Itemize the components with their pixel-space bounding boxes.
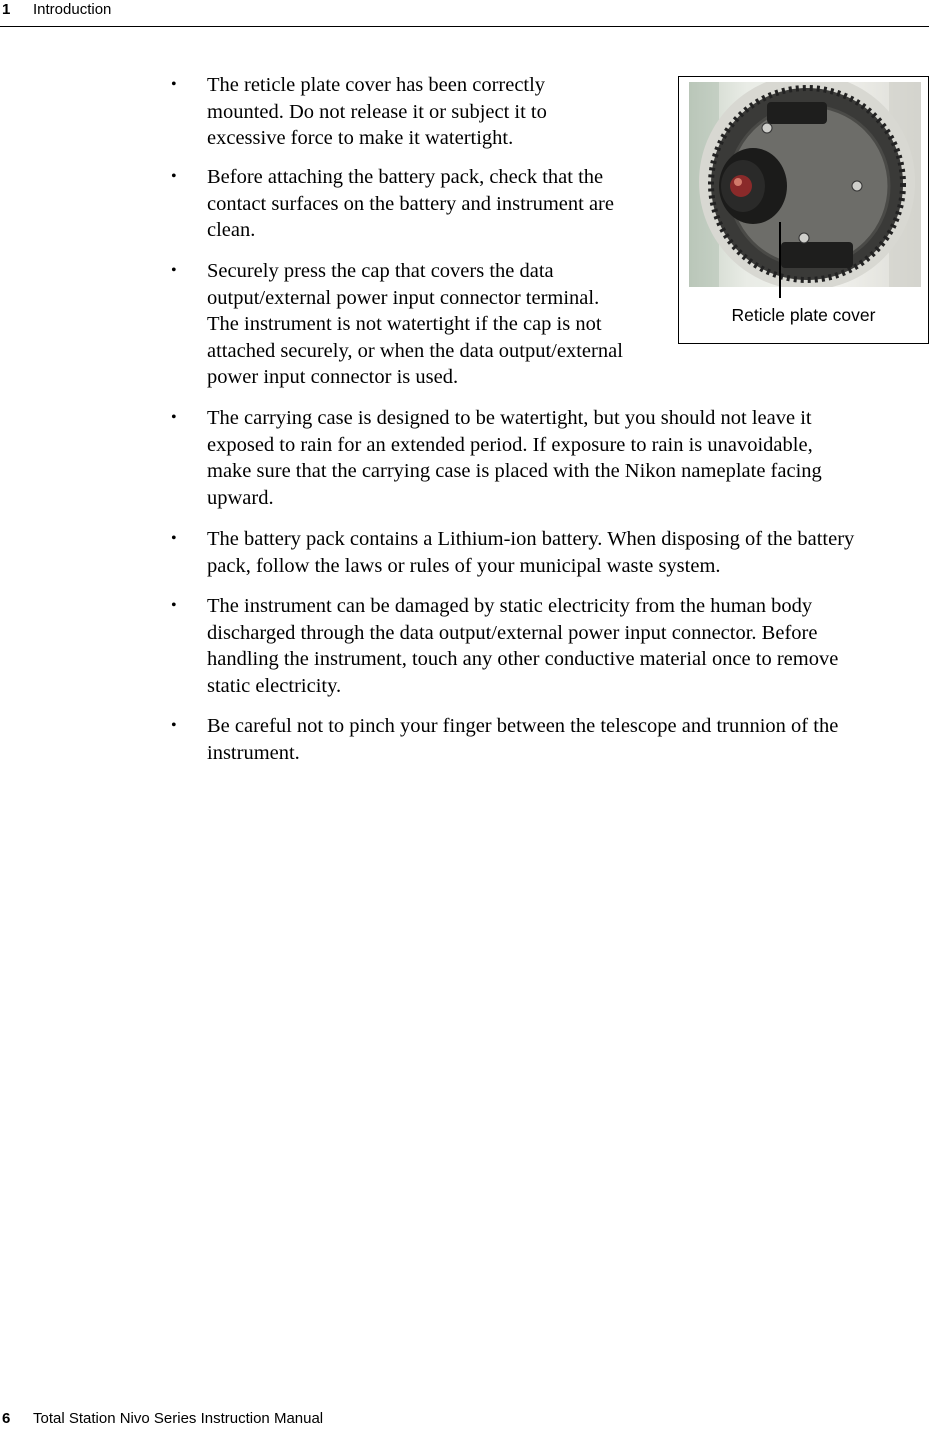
chapter-title: Introduction bbox=[33, 1, 112, 18]
bullet-line: The carrying case is designed to be watertight, but you should not leave it bbox=[207, 407, 812, 429]
reticle-figure bbox=[678, 76, 929, 344]
bullet-line: upward. bbox=[207, 486, 274, 509]
bullet-icon: • bbox=[171, 717, 177, 734]
bullet-line: The battery pack contains a Lithium-ion battery. When disposing of the battery bbox=[207, 528, 855, 550]
bullet-item bbox=[171, 405, 822, 511]
bullet-line: Before attaching the battery pack, check that the bbox=[207, 166, 604, 188]
bullet-line: exposed to rain for an extended period. If exposure to rain is unavoidable, bbox=[207, 433, 813, 456]
page-header bbox=[0, 0, 929, 27]
bullet-item bbox=[171, 258, 623, 391]
bullet-line: instrument. bbox=[207, 741, 300, 764]
bullet-line: power input connector is used. bbox=[207, 366, 459, 388]
bullet-line: The instrument is not watertight if the cap is not bbox=[207, 313, 602, 335]
manual-title: Total Station Nivo Series Instruction Manual bbox=[33, 1410, 324, 1427]
bullet-line: The instrument can be damaged by static electricity from the human body bbox=[207, 595, 813, 617]
page-number: 6 bbox=[2, 1410, 11, 1427]
reticle-photo bbox=[689, 82, 921, 287]
bullet-icon: • bbox=[171, 409, 177, 426]
leader-line bbox=[779, 222, 781, 298]
bullet-line: clean. bbox=[207, 219, 256, 241]
bullet-line: pack, follow the laws or rules of your municipal waste system. bbox=[207, 554, 721, 577]
bullet-item bbox=[171, 164, 614, 244]
bullet-item bbox=[171, 72, 547, 152]
bullet-line: attached securely, or when the data output/external bbox=[207, 339, 623, 362]
bullet-line: Securely press the cap that covers the data bbox=[207, 260, 554, 282]
bullet-icon: • bbox=[171, 76, 177, 93]
bullet-icon: • bbox=[171, 530, 177, 547]
bullet-icon: • bbox=[171, 597, 177, 614]
bullet-line: output/external power input connector terminal. bbox=[207, 286, 600, 309]
bullet-icon: • bbox=[171, 168, 177, 185]
figure-caption: Reticle plate cover bbox=[731, 305, 876, 325]
bullet-line: contact surfaces on the battery and instrument are bbox=[207, 192, 614, 215]
bullet-line: discharged through the data output/external power input connector. Before bbox=[207, 621, 818, 644]
bullet-line: static electricity. bbox=[207, 674, 342, 697]
bullet-item bbox=[171, 593, 839, 699]
reticle-cover-illustration bbox=[689, 82, 921, 287]
bullet-line: mounted. Do not release it or subject it to bbox=[207, 100, 547, 123]
chapter-number: 1 bbox=[2, 1, 11, 18]
bullet-line: The reticle plate cover has been correctly bbox=[207, 74, 546, 96]
bullet-item bbox=[171, 526, 855, 579]
bullet-line: make sure that the carrying case is placed with the Nikon nameplate facing bbox=[207, 460, 822, 482]
bullet-line: excessive force to make it watertight. bbox=[207, 127, 514, 149]
bullet-line: handling the instrument, touch any other conductive material once to remove bbox=[207, 648, 839, 670]
bullet-item bbox=[171, 713, 839, 766]
bullet-line: Be careful not to pinch your finger between the telescope and trunnion of the bbox=[207, 715, 839, 737]
bullet-icon: • bbox=[171, 262, 177, 279]
